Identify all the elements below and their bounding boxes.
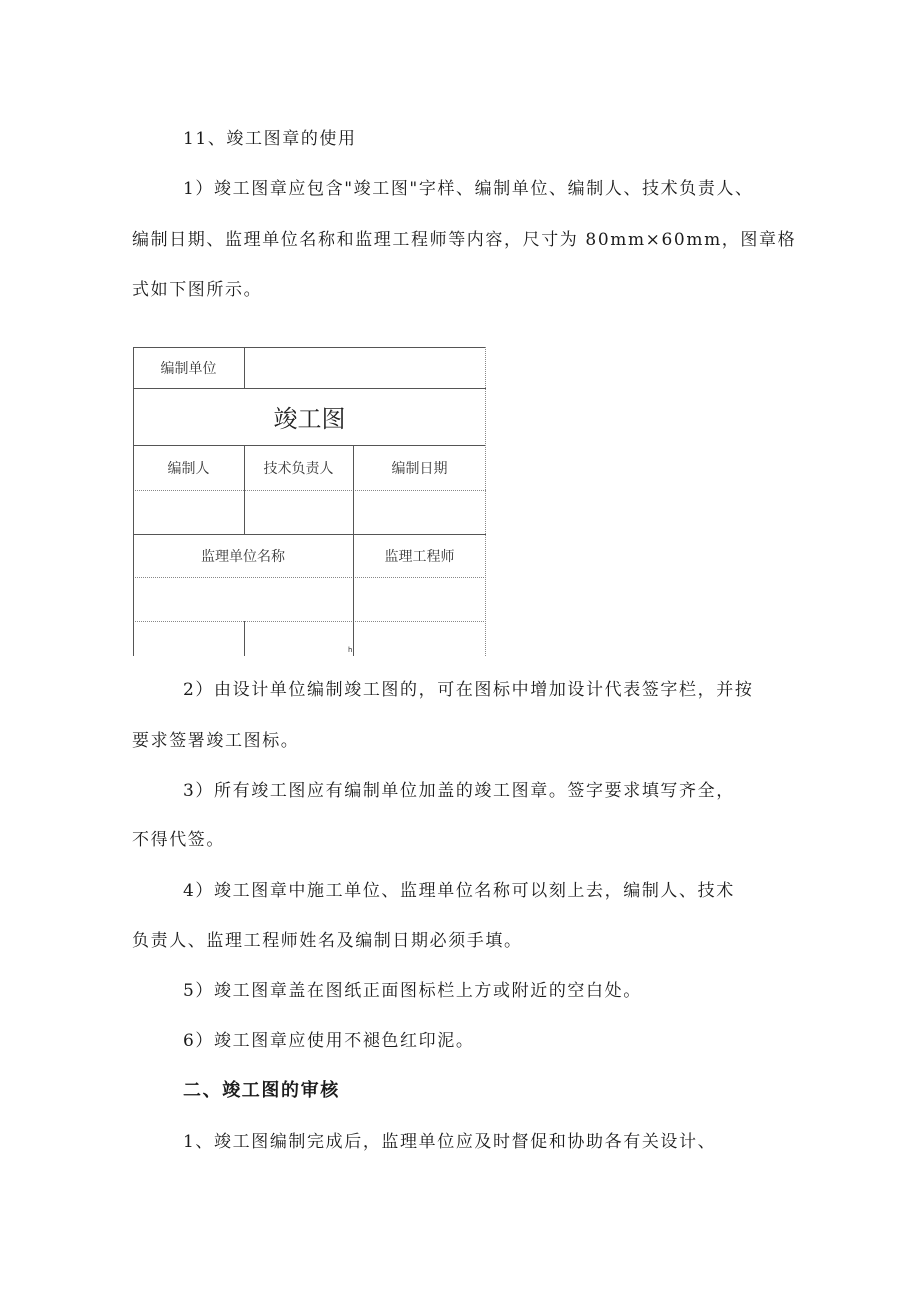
stamp-title: 竣工图 <box>273 405 346 433</box>
paragraph-3-line-2: 不得代签。 <box>132 830 225 850</box>
stamp-preparer-label: 编制人 <box>167 460 210 477</box>
stamp-unit-label: 编制单位 <box>160 360 217 377</box>
paragraph-5: 5）竣工图章盖在图纸正面图标栏上方或附近的空白处。 <box>183 981 642 1001</box>
paragraph-1-line-1: 1）竣工图章应包含"竣工图"字样、编制单位、编制人、技术负责人、 <box>183 179 754 199</box>
completion-stamp-table <box>133 347 486 656</box>
paragraph-4-line-2: 负责人、监理工程师姓名及编制日期必须手填。 <box>132 931 523 951</box>
paragraph-7: 1、竣工图编制完成后，监理单位应及时督促和协助各有关设计、 <box>183 1132 717 1152</box>
stamp-supervisor-unit-label: 监理单位名称 <box>201 548 285 565</box>
paragraph-2-line-1: 2）由设计单位编制竣工图的，可在图标中增加设计代表签字栏，并按 <box>183 680 754 700</box>
stamp-small-mark: h <box>348 646 353 654</box>
section-heading: 11、竣工图章的使用 <box>183 129 357 149</box>
stamp-date-label: 编制日期 <box>391 460 448 477</box>
paragraph-3-line-1: 3）所有竣工图应有编制单位加盖的竣工图章。签字要求填写齐全， <box>183 781 735 801</box>
stamp-tech-lead-label: 技术负责人 <box>263 460 334 477</box>
paragraph-2-line-2: 要求签署竣工图标。 <box>132 731 300 751</box>
paragraph-4-line-1: 4）竣工图章中施工单位、监理单位名称可以刻上去，编制人、技术 <box>183 881 735 901</box>
section-heading-2: 二、竣工图的审核 <box>183 1080 340 1101</box>
stamp-supervisor-engineer-label: 监理工程师 <box>384 548 455 565</box>
paragraph-6: 6）竣工图章应使用不褪色红印泥。 <box>183 1031 475 1051</box>
paragraph-1-line-3: 式如下图所示。 <box>132 280 263 300</box>
paragraph-1-line-2: 编制日期、监理单位名称和监理工程师等内容，尺寸为 80mm×60mm，图章格 <box>132 230 797 250</box>
